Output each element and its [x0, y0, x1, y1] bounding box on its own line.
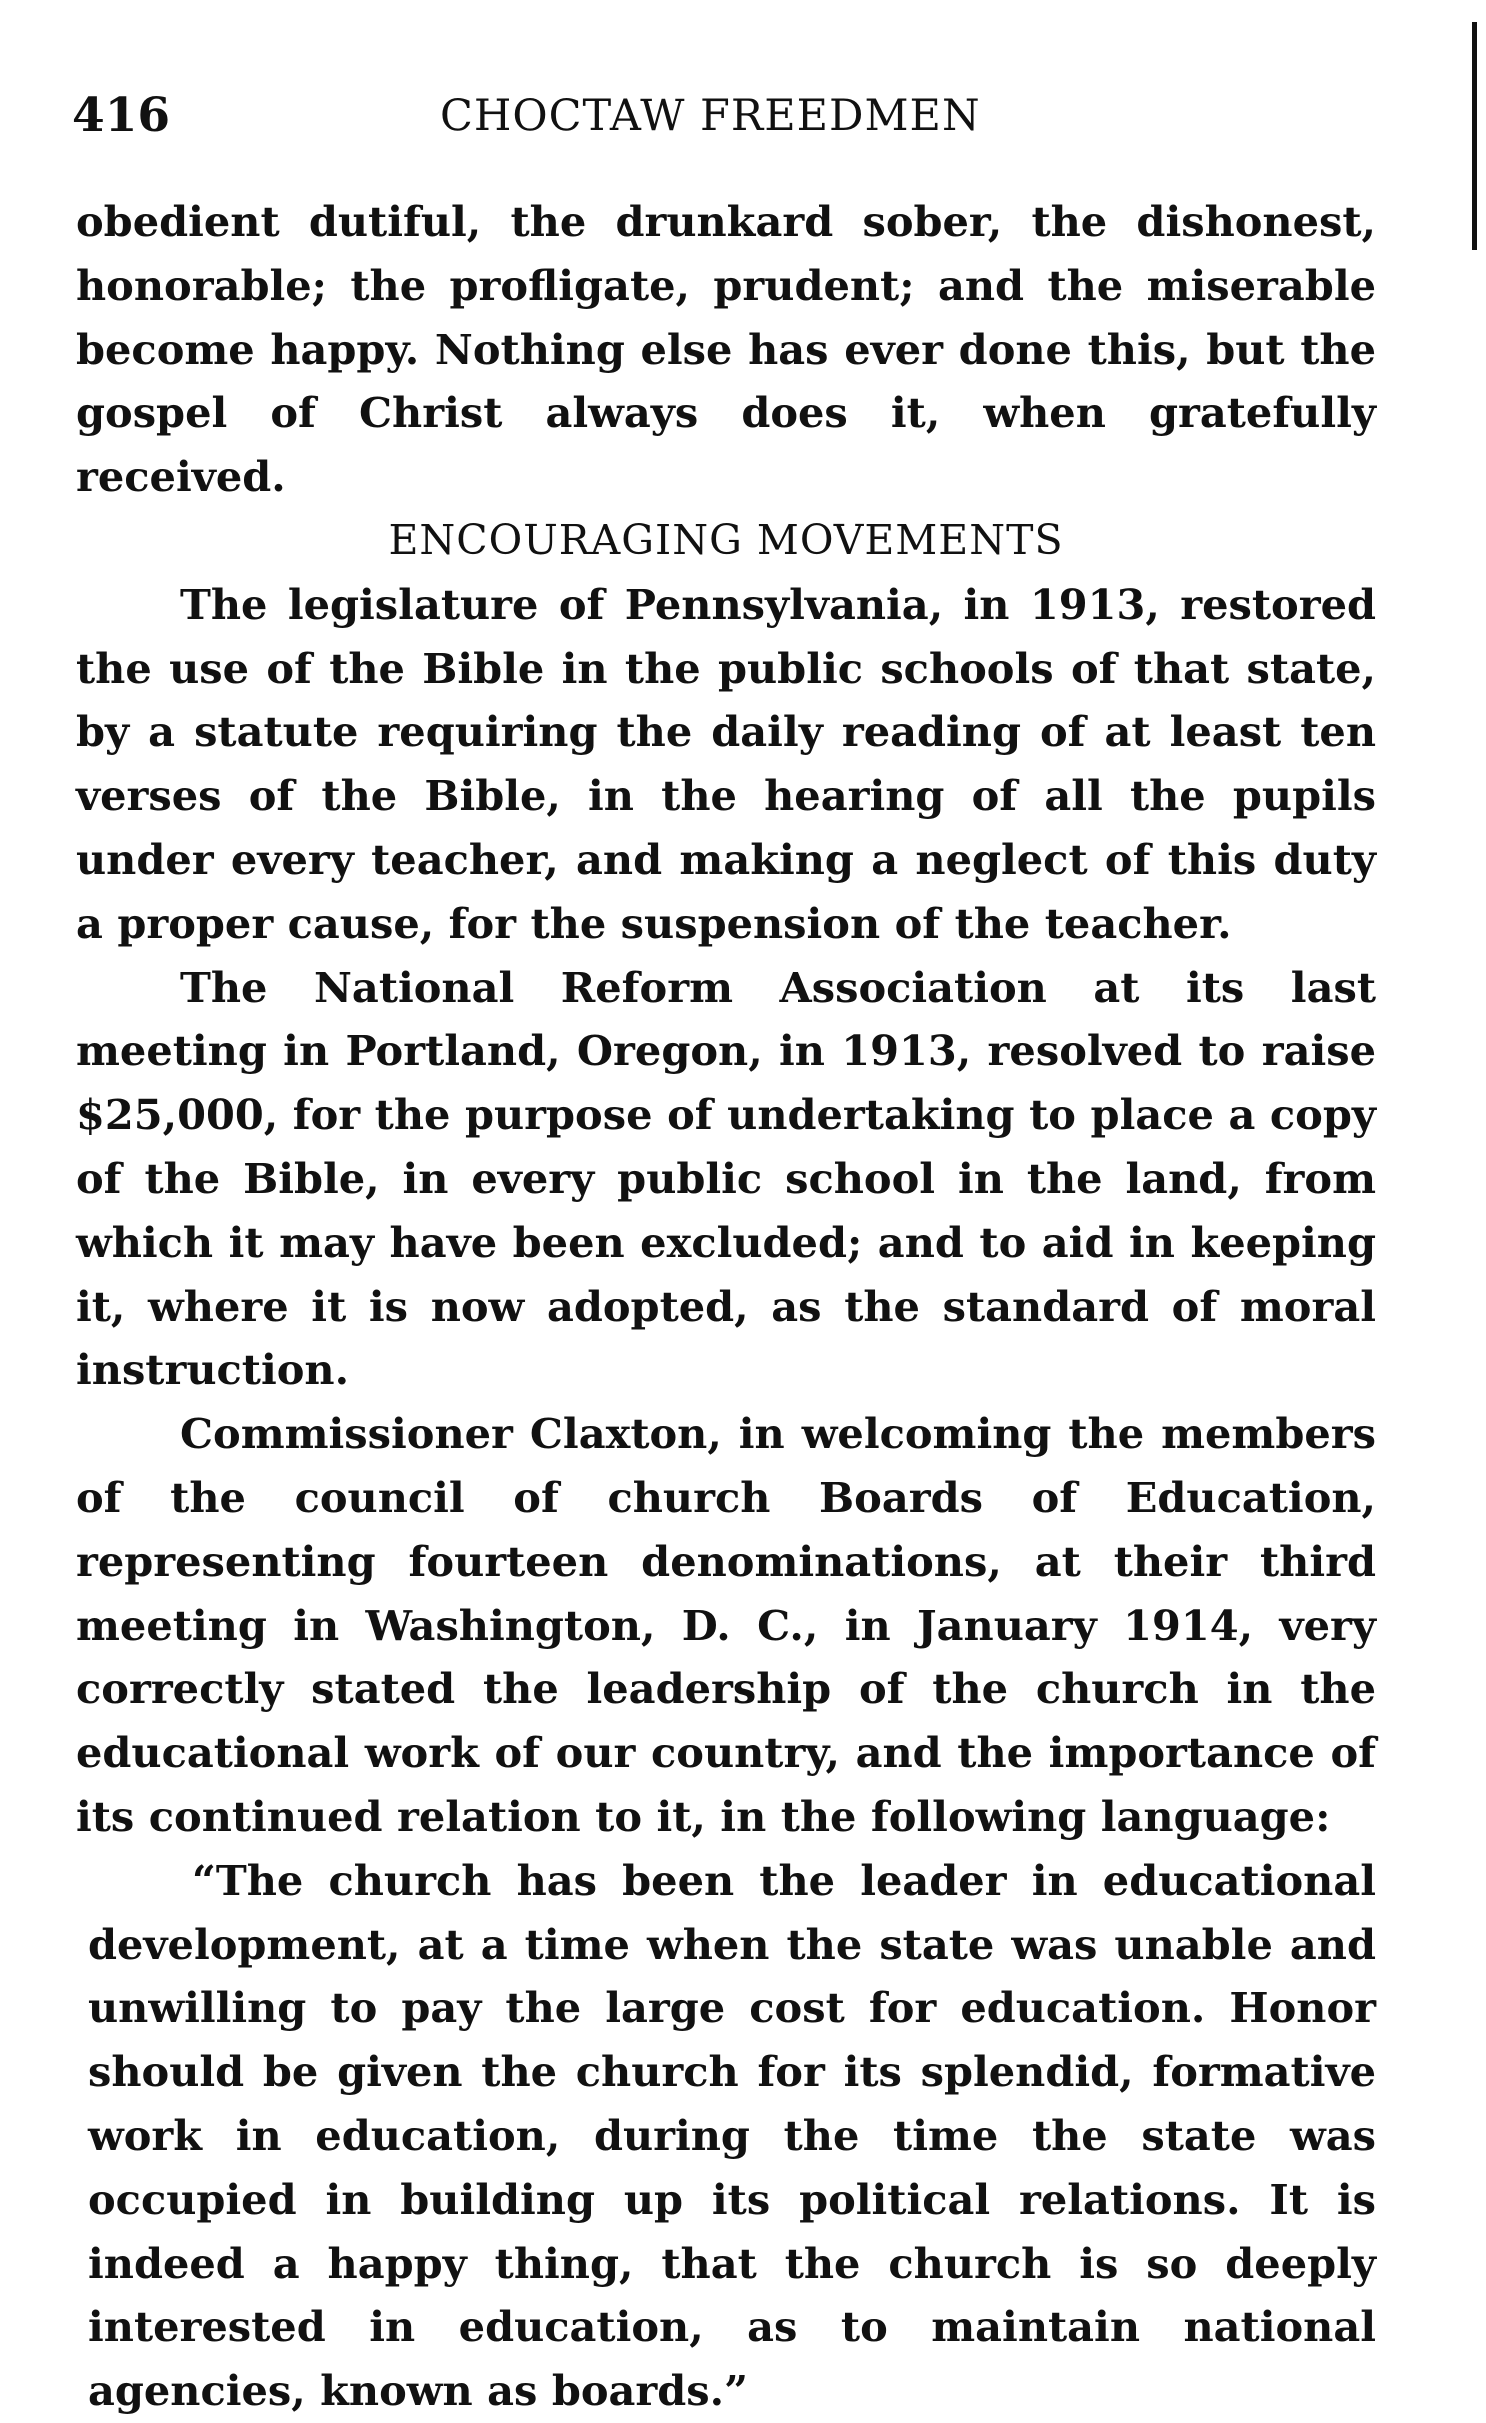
paragraph-continued: obedient dutiful, the drunkard sober, the dishonest, honorable; the profligate, prudent; and the miserable become happy. Nothing else has ever done this, but the gospel of Christ always does it, when gratefully received. — [76, 197, 1376, 502]
paragraph-pennsylvania: The legislature of Pennsylvania, in 1913, restored the use of the Bible in the public schools of that state, by a statute requiring the daily reading of at least ten verses of the Bible, in the hearing of all the pupils under every teacher, and making a neglect of this duty a proper cause, for the suspension of the teacher. — [76, 579, 1376, 948]
paragraph-national-reform: The National Reform Association at its last meeting in Portland, Oregon, in 1913, resolved to raise $25,000, for the purpose of undertaking to place a copy of the Bible, in every public school in the land, from which it may have been excluded; and to aid in keeping it, where it is now adopted, as the standard of moral instruction. — [76, 962, 1376, 1395]
section-heading: ENCOURAGING MOVEMENTS — [388, 515, 1064, 564]
page-header — [72, 86, 1372, 146]
paragraph-claxton: Commissioner Claxton, in welcoming the members of the council of church Boards of Education, representing fourteen denominations, at their third meeting in Washington, D. C., in January 1914, very correctly stated the leadership of the church in the educational work of our country, and the importance of its continued relation to it, in the following language: — [76, 1409, 1376, 1841]
block-quote: “The church has been the leader in educational development, at a time when the state was unable and unwilling to pay the large cost for education. Honor should be given the church for its splendid, formative work in education, during the time the state was occupied in building up its political relations. It is indeed a happy thing, that the church is so deeply interested in education, as to maintain national agencies, known as boards.” — [88, 1855, 1376, 2416]
page-number: 416 — [72, 88, 171, 143]
running-title: CHOCTAW FREEDMEN — [440, 91, 981, 141]
margin-rule — [1472, 22, 1477, 250]
page-body — [76, 190, 1376, 2423]
